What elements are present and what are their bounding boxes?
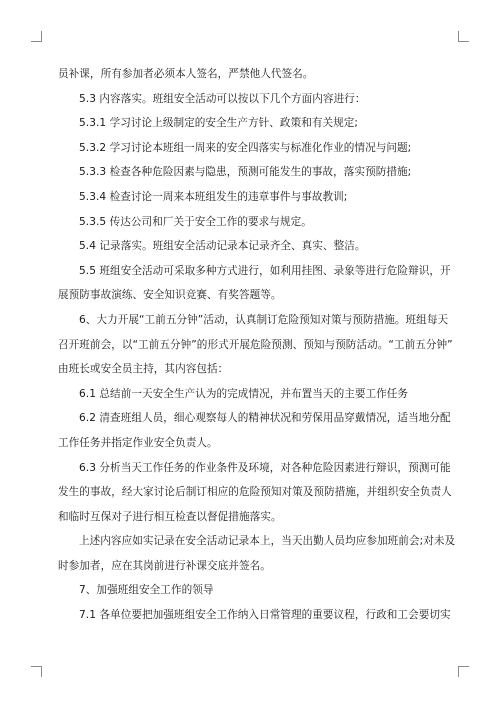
paragraph-line: 上述内容应如实记录在安全活动记录本上，当天出勤人员均应参加班前会;对未及 [79,535,456,548]
paragraph [58,456,452,530]
paragraph-line: 5.3.5 传达公司和厂关于安全工作的要求与规定。 [79,215,312,228]
paragraph-line: 5.4 记录落实。班组安全活动记录本记录齐全、真实、整洁。 [79,240,366,253]
paragraph [58,210,443,235]
paragraph-line: 员补课，所有参加者必须本人签名，严禁他人代签名。 [58,68,314,80]
paragraph-line: 由班长或安全员主持，其内容包括： [58,363,229,376]
paragraph-line: 5.5 班组安全活动可采取多种方式进行，如利用挂图、录象等进行危险辩识，开 [79,264,451,277]
paragraph [58,87,443,112]
paragraph [58,136,443,161]
paragraph [58,578,443,603]
paragraph-line: 工作任务并指定作业安全负责人。 [58,436,218,449]
paragraph [58,160,443,185]
paragraph [58,185,443,210]
paragraph [58,234,443,259]
paragraph-line: 5.3 内容落实。班组安全活动可以按以下几个方面内容进行： [79,92,366,105]
crop-mark-bottom-left [31,666,42,677]
crop-mark-top-left [31,31,42,42]
paragraph [58,111,443,136]
paragraph [58,308,453,382]
crop-mark-bottom-right [458,666,469,677]
paragraph [58,259,451,308]
document-body [58,62,456,628]
paragraph-line: 展预防事故演练、安全知识竞赛、有奖答题等。 [58,289,282,302]
paragraph-line: 7、加强班组安全工作的领导 [79,584,214,597]
paragraph-line: 时参加者，应在其岗前进行补课交底并签名。 [58,559,271,572]
paragraph-line: 5.3.2 学习讨论本班组一周来的安全四落实与标准化作业的情况与问题; [79,141,412,154]
paragraph [58,406,451,455]
paragraph-line: 和临时互保对子进行相互检查以督促措施落实。 [58,510,282,523]
paragraph-line: 5.3.4 检查讨论一周来本班组发生的违章事件与事故教训; [79,190,348,203]
paragraph-line: 6.3 分析当天工作任务的作业条件及环境，对各种危险因素进行辩识，预测可能 [79,461,451,474]
paragraph-line: 6.2 清查班组人员，细心观察每人的精神状况和劳保用品穿戴情况，适当地分配 [79,412,451,425]
paragraph-line: 召开班前会，以“工前五分钟”的形式开展危险预测、预知与预防活动。“工前五分钟” [58,338,453,351]
paragraph-line: 5.3.1 学习讨论上级制定的安全生产方针、政策和有关规定; [79,117,359,130]
paragraph [58,62,443,87]
paragraph-line: 5.3.3 检查各种危险因素与隐患，预测可能发生的事故，落实预防措施; [79,166,412,179]
paragraph-line: 6.1 总结前一天安全生产认为的完成情况，并布置当天的主要工作任务 [79,387,409,400]
paragraph [58,382,443,407]
paragraph-line: 发生的事故，经大家讨论后制订相应的危险预知对策及预防措施，并组织安全负责人 [58,486,452,499]
paragraph [58,529,456,578]
paragraph-line: 7.1 各单位要把加强班组安全工作纳入日常管理的重要议程，行政和工会要切实 [79,609,451,622]
crop-mark-top-right [458,31,469,42]
paragraph [58,603,451,628]
paragraph-line: 6、大力开展“工前五分钟”活动，认真制订危险预知对策与预防措施。班组每天 [79,313,449,326]
